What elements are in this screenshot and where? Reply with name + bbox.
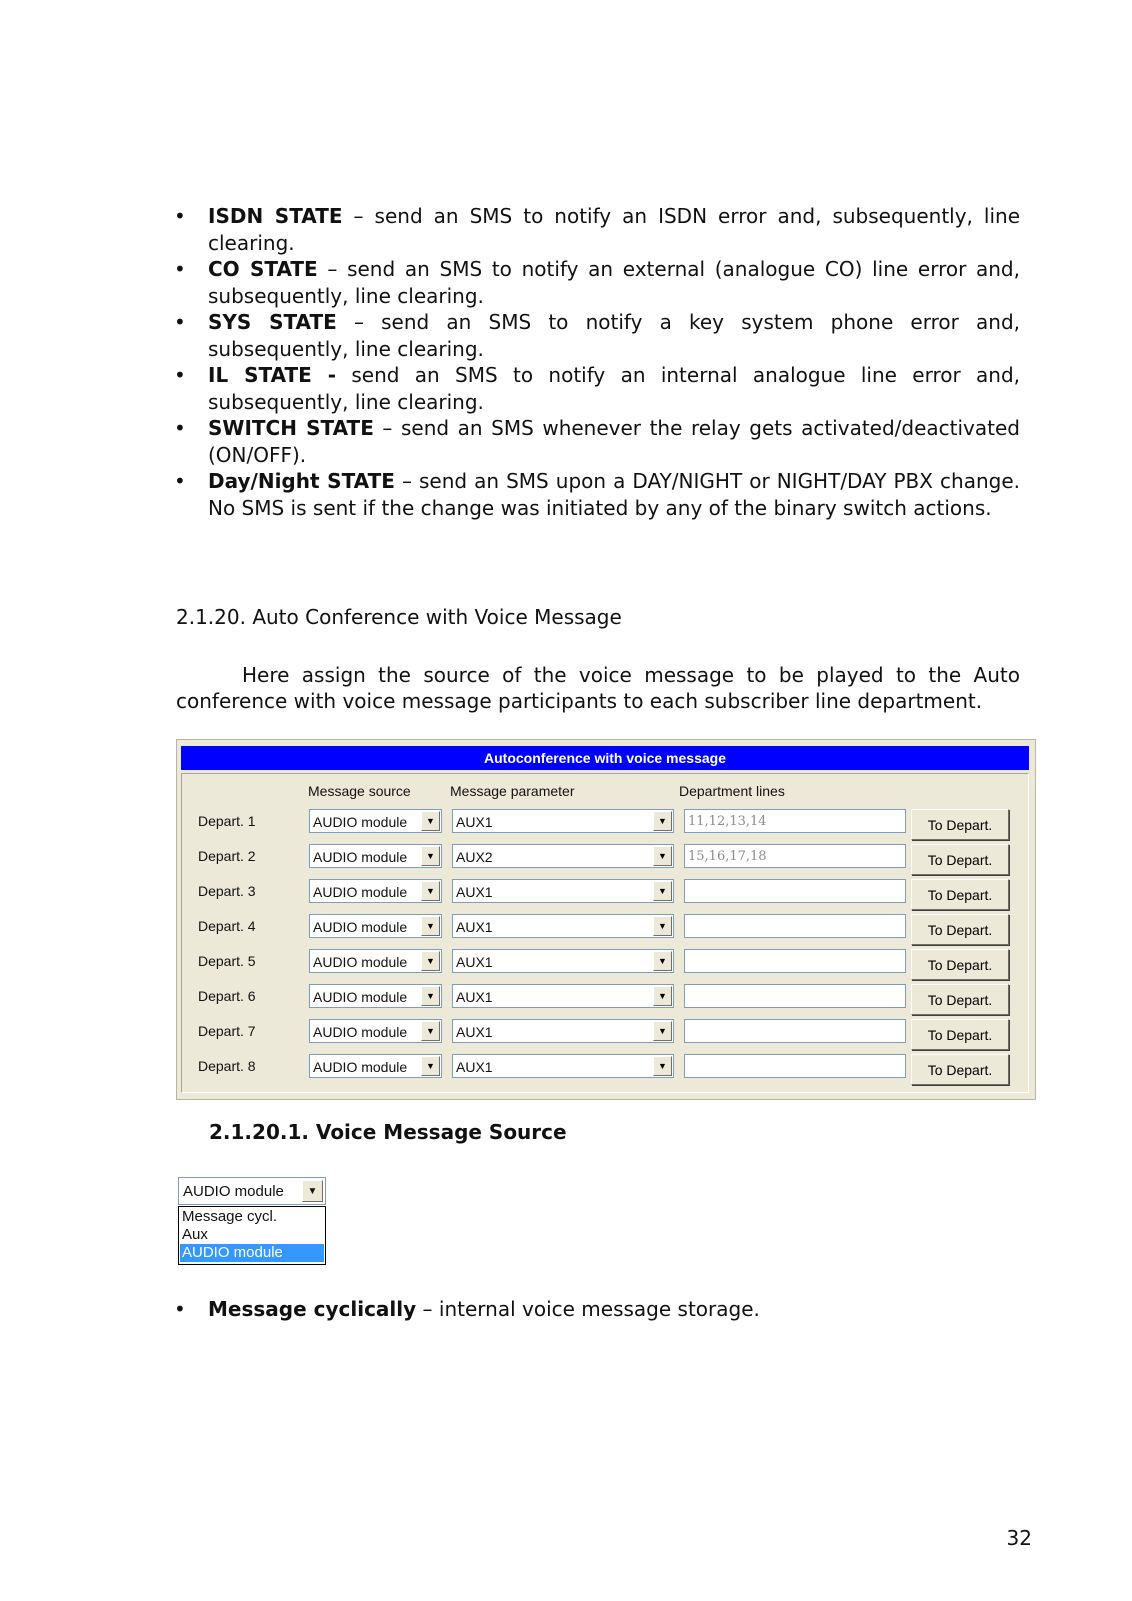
department-row bbox=[182, 1051, 1028, 1086]
message-source-select[interactable] bbox=[309, 809, 442, 833]
department-label: Depart. 8 bbox=[198, 1058, 256, 1074]
message-source-value: AUDIO module bbox=[313, 1059, 408, 1075]
message-source-value: AUDIO module bbox=[313, 954, 408, 970]
department-label: Depart. 4 bbox=[198, 918, 256, 934]
dropdown-options-list bbox=[178, 1206, 326, 1265]
column-header-source: Message source bbox=[308, 783, 411, 799]
dropdown-arrow-icon[interactable]: ▼ bbox=[653, 881, 672, 901]
voice-source-selected: AUDIO module bbox=[183, 1183, 284, 1200]
message-source-value: AUDIO module bbox=[313, 814, 408, 830]
message-parameter-select[interactable] bbox=[452, 914, 674, 938]
list-item-term: ISDN STATE bbox=[208, 204, 343, 228]
department-row bbox=[182, 981, 1028, 1016]
section-heading: 2.1.20. Auto Conference with Voice Message bbox=[176, 605, 622, 629]
dropdown-arrow-icon[interactable]: ▼ bbox=[421, 1021, 440, 1041]
message-parameter-select[interactable] bbox=[452, 844, 674, 868]
list-item-term: CO STATE bbox=[208, 257, 318, 281]
department-lines-field[interactable] bbox=[684, 1019, 906, 1043]
list-item bbox=[170, 256, 1020, 309]
department-label: Depart. 5 bbox=[198, 953, 256, 969]
department-label: Depart. 3 bbox=[198, 883, 256, 899]
list-item bbox=[170, 362, 1020, 415]
message-source-value: AUDIO module bbox=[313, 919, 408, 935]
dropdown-arrow-icon[interactable]: ▼ bbox=[421, 881, 440, 901]
message-parameter-select[interactable] bbox=[452, 984, 674, 1008]
dialog-title-bar bbox=[181, 746, 1029, 770]
department-lines-field[interactable] bbox=[684, 914, 906, 938]
message-parameter-select[interactable] bbox=[452, 809, 674, 833]
message-source-select[interactable] bbox=[309, 914, 442, 938]
message-source-value: AUDIO module bbox=[313, 1024, 408, 1040]
department-lines-value: 11,12,13,14 bbox=[688, 814, 767, 829]
dropdown-arrow-icon[interactable]: ▼ bbox=[653, 916, 672, 936]
voice-source-select[interactable] bbox=[178, 1177, 326, 1205]
message-source-select[interactable] bbox=[309, 984, 442, 1008]
list-item bbox=[170, 415, 1020, 468]
dropdown-arrow-icon[interactable]: ▼ bbox=[421, 951, 440, 971]
dropdown-arrow-icon[interactable]: ▼ bbox=[653, 986, 672, 1006]
dropdown-arrow-icon[interactable]: ▼ bbox=[421, 1056, 440, 1076]
department-row bbox=[182, 1016, 1028, 1051]
list-item-term: SWITCH STATE bbox=[208, 416, 374, 440]
message-parameter-select[interactable] bbox=[452, 1054, 674, 1078]
message-source-value: AUDIO module bbox=[313, 849, 408, 865]
to-depart-button[interactable]: To Depart. bbox=[911, 949, 1009, 980]
dropdown-arrow-icon[interactable]: ▼ bbox=[653, 811, 672, 831]
dropdown-arrow-icon[interactable]: ▼ bbox=[653, 951, 672, 971]
message-parameter-value: AUX1 bbox=[456, 989, 493, 1005]
section-paragraph: Here assign the source of the voice message to be played to the Auto conference with voice message participants to each subscriber line department. bbox=[176, 663, 1020, 713]
message-parameter-select[interactable] bbox=[452, 949, 674, 973]
message-source-value: AUDIO module bbox=[313, 884, 408, 900]
department-lines-value: 15,16,17,18 bbox=[688, 849, 767, 864]
department-lines-field[interactable] bbox=[684, 844, 906, 868]
department-lines-field[interactable] bbox=[684, 984, 906, 1008]
dropdown-option[interactable]: Message cycl. bbox=[182, 1208, 278, 1225]
message-source-select[interactable] bbox=[309, 844, 442, 868]
department-label: Depart. 6 bbox=[198, 988, 256, 1004]
to-depart-button[interactable]: To Depart. bbox=[911, 1054, 1009, 1085]
department-lines-field[interactable] bbox=[684, 1054, 906, 1078]
list-item-term: SYS STATE bbox=[208, 310, 337, 334]
column-header-lines: Department lines bbox=[679, 783, 785, 799]
list-item-term: IL STATE - bbox=[208, 363, 337, 387]
message-source-value: AUDIO module bbox=[313, 989, 408, 1005]
list-item-text: – send an SMS upon a DAY/NIGHT or NIGHT/DAY PBX change. No SMS is sent if the change was initiated by any of the binary switch actions. bbox=[208, 469, 1020, 520]
to-depart-button[interactable]: To Depart. bbox=[911, 914, 1009, 945]
list-item bbox=[170, 1296, 1020, 1322]
column-header-parameter: Message parameter bbox=[450, 783, 575, 799]
to-depart-button[interactable]: To Depart. bbox=[911, 809, 1009, 840]
department-lines-field[interactable] bbox=[684, 809, 906, 833]
subsection-heading: 2.1.20.1. Voice Message Source bbox=[209, 1120, 567, 1144]
message-parameter-select[interactable] bbox=[452, 1019, 674, 1043]
page-number: 32 bbox=[1006, 1526, 1032, 1550]
dropdown-option-selected[interactable]: AUDIO module bbox=[180, 1244, 324, 1262]
dialog-panel bbox=[181, 773, 1029, 1093]
department-row bbox=[182, 876, 1028, 911]
list-item-text: – send an SMS whenever the relay gets activated/deactivated (ON/OFF). bbox=[208, 416, 1020, 467]
list-item-text: – internal voice message storage. bbox=[416, 1297, 760, 1321]
department-row bbox=[182, 806, 1028, 841]
dropdown-arrow-icon[interactable]: ▼ bbox=[421, 846, 440, 866]
department-row bbox=[182, 841, 1028, 876]
message-parameter-value: AUX1 bbox=[456, 919, 493, 935]
list-item bbox=[170, 468, 1020, 521]
message-parameter-value: AUX1 bbox=[456, 884, 493, 900]
list-item bbox=[170, 203, 1020, 256]
department-lines-field[interactable] bbox=[684, 879, 906, 903]
to-depart-button[interactable]: To Depart. bbox=[911, 984, 1009, 1015]
dropdown-arrow-icon[interactable]: ▼ bbox=[653, 1021, 672, 1041]
dropdown-arrow-icon[interactable]: ▼ bbox=[653, 1056, 672, 1076]
list-item-term: Day/Night STATE bbox=[208, 469, 395, 493]
message-source-select[interactable] bbox=[309, 1019, 442, 1043]
message-source-select[interactable] bbox=[309, 949, 442, 973]
dropdown-arrow-icon[interactable]: ▼ bbox=[421, 811, 440, 831]
message-parameter-value: AUX1 bbox=[456, 954, 493, 970]
dropdown-arrow-icon[interactable]: ▼ bbox=[302, 1180, 323, 1202]
department-row bbox=[182, 946, 1028, 981]
department-row bbox=[182, 911, 1028, 946]
dropdown-arrow-icon[interactable]: ▼ bbox=[653, 846, 672, 866]
message-parameter-value: AUX2 bbox=[456, 849, 493, 865]
voice-source-dropdown bbox=[178, 1177, 328, 1269]
voice-source-list bbox=[170, 1296, 1020, 1322]
dialog-title: Autoconference with voice message bbox=[484, 750, 726, 766]
message-parameter-value: AUX1 bbox=[456, 1024, 493, 1040]
to-depart-button[interactable]: To Depart. bbox=[911, 879, 1009, 910]
message-parameter-select[interactable] bbox=[452, 879, 674, 903]
department-lines-field[interactable] bbox=[684, 949, 906, 973]
to-depart-button[interactable]: To Depart. bbox=[911, 1019, 1009, 1050]
list-item-text: – send an SMS to notify an ISDN error and, subsequently, line clearing. bbox=[208, 204, 1021, 255]
dropdown-arrow-icon[interactable]: ▼ bbox=[421, 916, 440, 936]
list-item-term: Message cyclically bbox=[208, 1297, 417, 1321]
department-label: Depart. 1 bbox=[198, 813, 256, 829]
message-parameter-value: AUX1 bbox=[456, 814, 493, 830]
message-parameter-value: AUX1 bbox=[456, 1059, 493, 1075]
autoconference-dialog bbox=[176, 739, 1036, 1100]
list-item bbox=[170, 309, 1020, 362]
dropdown-arrow-icon[interactable]: ▼ bbox=[421, 986, 440, 1006]
list-item-text: send an SMS to notify an internal analogue line error and, subsequently, line clearing. bbox=[208, 363, 1020, 414]
department-label: Depart. 2 bbox=[198, 848, 256, 864]
message-source-select[interactable] bbox=[309, 879, 442, 903]
list-item-text: – send an SMS to notify a key system phone error and, subsequently, line clearing. bbox=[208, 310, 1020, 361]
dropdown-option[interactable]: Aux bbox=[182, 1226, 208, 1243]
sms-state-list bbox=[170, 203, 1020, 521]
message-source-select[interactable] bbox=[309, 1054, 442, 1078]
department-label: Depart. 7 bbox=[198, 1023, 256, 1039]
to-depart-button[interactable]: To Depart. bbox=[911, 844, 1009, 875]
list-item-text: – send an SMS to notify an external (analogue CO) line error and, subsequently, line clearing. bbox=[208, 257, 1020, 308]
